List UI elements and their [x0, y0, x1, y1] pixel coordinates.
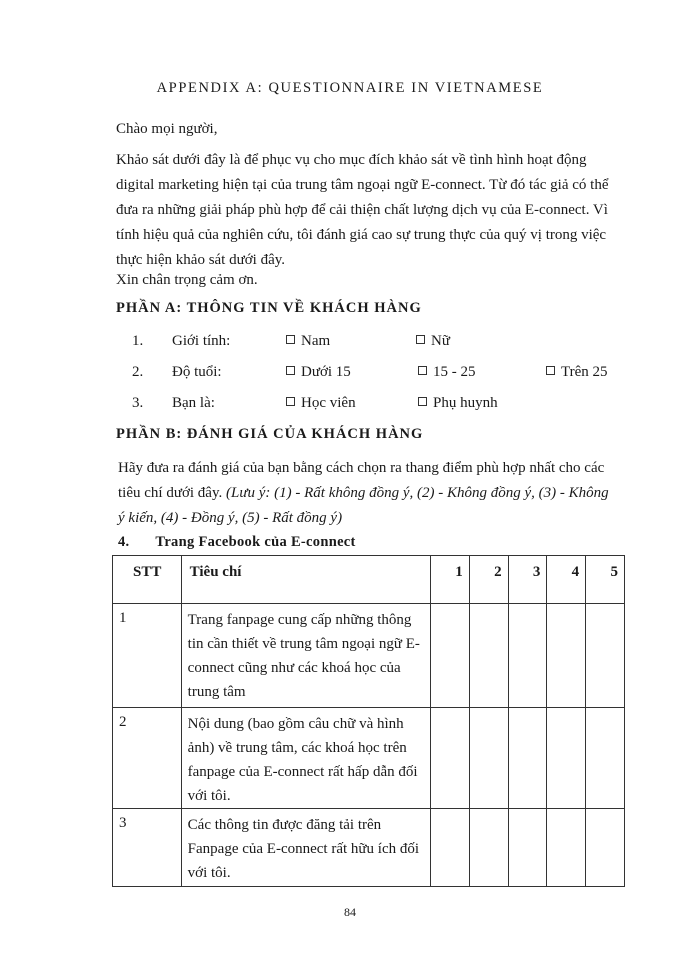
- checkbox-icon[interactable]: [286, 335, 295, 344]
- score-cell-1[interactable]: [430, 809, 469, 887]
- score-cell-2[interactable]: [469, 604, 508, 708]
- part-b-instruction: [118, 456, 618, 531]
- option-nu[interactable]: Nữ: [416, 333, 450, 350]
- score-cell-5[interactable]: [586, 708, 625, 809]
- row-criterion: Trang fanpage cung cấp những thông tin cần thiết về trung tâm ngoại ngữ E-connect cũng như các khoá học của trung tâm: [181, 604, 430, 708]
- checkbox-icon[interactable]: [416, 335, 425, 344]
- score-cell-4[interactable]: [547, 809, 586, 887]
- page-number: 84: [344, 905, 356, 919]
- row-criterion: Các thông tin được đăng tải trên Fanpage của E-connect rất hữu ích đối với tôi.: [181, 809, 430, 887]
- score-cell-4[interactable]: [547, 708, 586, 809]
- question-row-age: [0, 364, 700, 384]
- question-label: Độ tuổi:: [172, 364, 222, 380]
- score-cell-1[interactable]: [430, 708, 469, 809]
- header-score-2: 2: [469, 556, 508, 604]
- page-title: APPENDIX A: QUESTIONNAIRE IN VIETNAMESE: [156, 80, 544, 96]
- rating-scale-note: (Lưu ý: (1) - Rất không đồng ý, (2) - Không đồng ý, (3) - Không ý kiến, (4) - Đồng ý, (5) - Rất đồng ý): [118, 485, 609, 526]
- section-heading: [118, 534, 356, 551]
- table-row: [113, 809, 625, 887]
- option-phu-huynh[interactable]: Phụ huynh: [418, 395, 498, 412]
- part-a-heading: PHẦN A: THÔNG TIN VỀ KHÁCH HÀNG: [116, 300, 422, 316]
- question-row-role: [0, 395, 700, 415]
- part-b-heading: PHẦN B: ĐÁNH GIÁ CỦA KHÁCH HÀNG: [116, 426, 424, 442]
- row-stt: 3: [113, 809, 182, 887]
- question-row-gender: [0, 333, 700, 353]
- checkbox-icon[interactable]: [418, 397, 427, 406]
- score-cell-5[interactable]: [586, 604, 625, 708]
- header-stt: STT: [113, 556, 182, 604]
- row-criterion: Nội dung (bao gồm câu chữ và hình ảnh) về trung tâm, các khoá học trên fanpage của E-connect rất hấp dẫn đối với tôi.: [181, 708, 430, 809]
- checkbox-icon[interactable]: [286, 397, 295, 406]
- header-score-1: 1: [430, 556, 469, 604]
- table-row: [113, 604, 625, 708]
- instruction-text: Hãy đưa ra đánh giá của bạn bằng cách chọn ra thang điểm phù hợp nhất cho các tiêu chí dưới đây.: [118, 460, 605, 501]
- score-cell-3[interactable]: [508, 708, 547, 809]
- checkbox-icon[interactable]: [546, 366, 555, 375]
- section-title: Trang Facebook của E-connect: [155, 534, 356, 550]
- rating-table: [112, 555, 625, 887]
- option-duoi-15[interactable]: Dưới 15: [286, 364, 351, 381]
- table-header-row: [113, 556, 625, 604]
- greeting: Chào mọi người,: [116, 121, 218, 137]
- section-number: 4.: [118, 534, 130, 550]
- table-row: [113, 708, 625, 809]
- header-score-3: 3: [508, 556, 547, 604]
- option-nam[interactable]: Nam: [286, 333, 330, 350]
- question-label: Bạn là:: [172, 395, 215, 411]
- question-number: 2.: [132, 364, 144, 380]
- thanks-line: Xin chân trọng cảm ơn.: [116, 272, 258, 288]
- intro-paragraph: Khảo sát dưới đây là để phục vụ cho mục đích khảo sát về tình hình hoạt động digital marketing hiện tại của trung tâm ngoại ngữ E-connect. Từ đó tác giả có thể đưa ra những giải pháp phù hợp để cải thiện chất lượng dịch vụ của E-connect. Vì tính hiệu quả của nghiên cứu, tôi đánh giá cao sự trung thực của quý vị trong việc thực hiện khảo sát dưới đây.: [116, 152, 609, 268]
- question-number: 3.: [132, 395, 144, 411]
- option-tren-25[interactable]: Trên 25: [546, 364, 608, 381]
- checkbox-icon[interactable]: [286, 366, 295, 375]
- option-hoc-vien[interactable]: Học viên: [286, 395, 356, 412]
- score-cell-1[interactable]: [430, 604, 469, 708]
- header-criterion: Tiêu chí: [181, 556, 430, 604]
- header-score-4: 4: [547, 556, 586, 604]
- row-stt: 2: [113, 708, 182, 809]
- question-number: 1.: [132, 333, 144, 349]
- score-cell-5[interactable]: [586, 809, 625, 887]
- score-cell-4[interactable]: [547, 604, 586, 708]
- row-stt: 1: [113, 604, 182, 708]
- score-cell-3[interactable]: [508, 809, 547, 887]
- option-15-25[interactable]: 15 - 25: [418, 364, 476, 381]
- question-label: Giới tính:: [172, 333, 231, 349]
- score-cell-3[interactable]: [508, 604, 547, 708]
- score-cell-2[interactable]: [469, 708, 508, 809]
- score-cell-2[interactable]: [469, 809, 508, 887]
- header-score-5: 5: [586, 556, 625, 604]
- checkbox-icon[interactable]: [418, 366, 427, 375]
